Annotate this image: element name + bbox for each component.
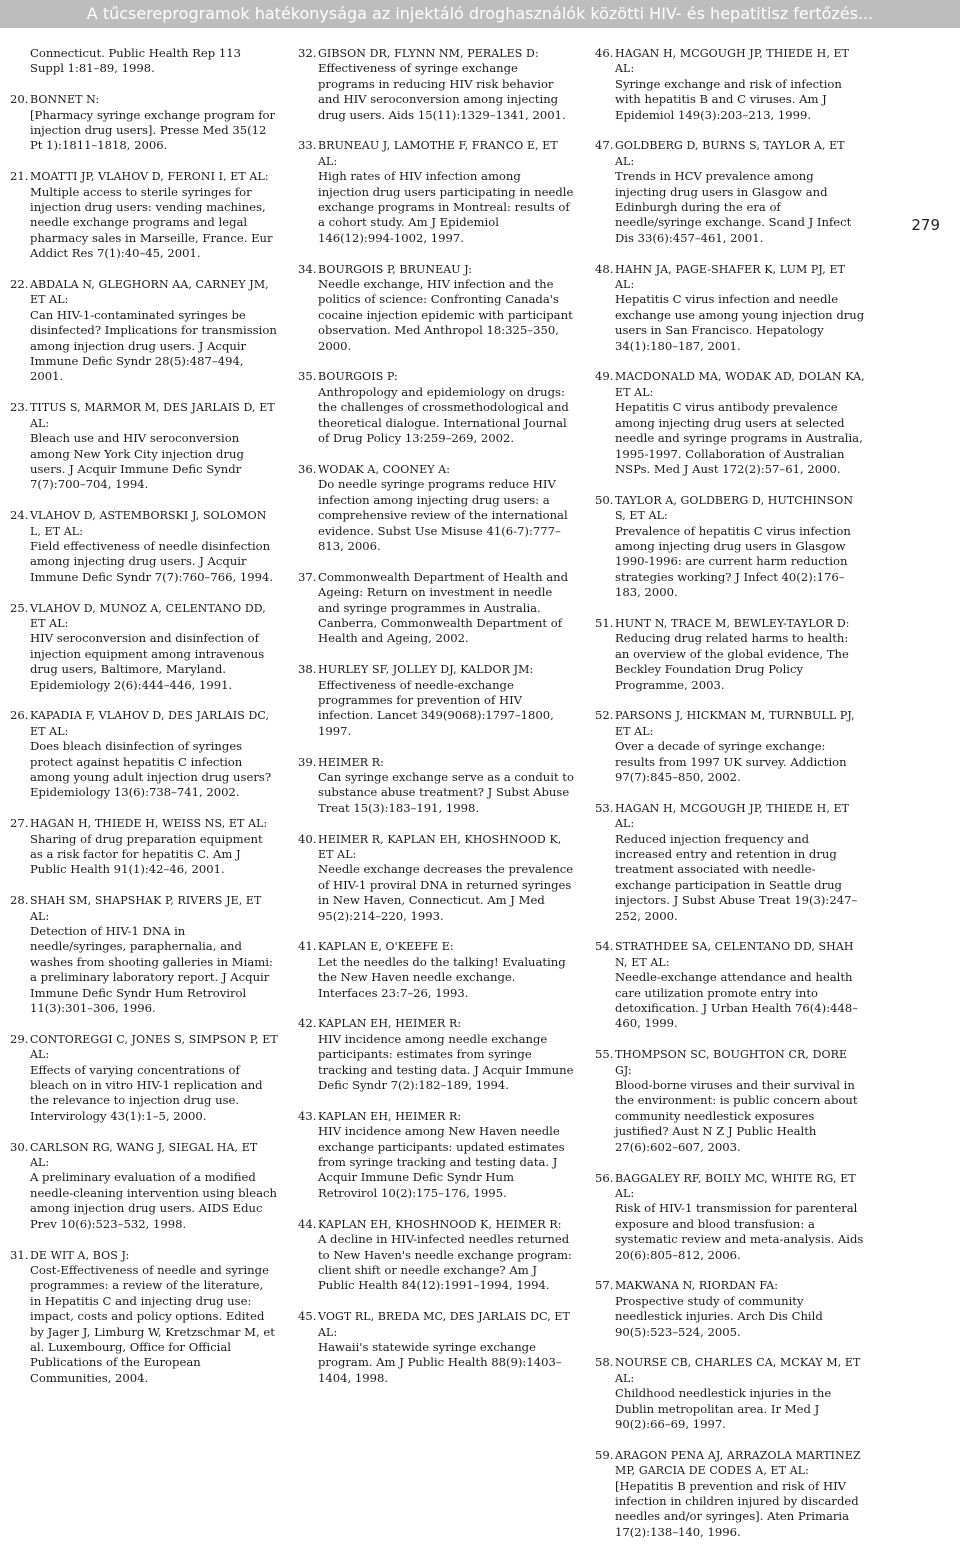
reference-text: Reducing drug related harms to health: an overview of the global evidence, The Beckley Foundation Drug Policy Programme, 2003. [615,631,849,692]
reference-item [595,939,865,1031]
running-header: A tűcsereprogramok hatékonysága az injektáló droghasználók közötti HIV- és hepatitisz fertőzés... [0,0,960,28]
reference-number: 46. [595,46,614,60]
reference-authors: MAKWANA N, RIORDAN FA: [615,1279,779,1293]
reference-authors: HEIMER R, KAPLAN EH, KHOSHNOOD K, ET AL: [318,832,562,861]
reference-authors: VOGT RL, BREDA MC, DES JARLAIS DC, ET AL: [318,1310,570,1339]
reference-number: 59. [595,1447,614,1462]
reference-number: 39. [298,754,317,769]
reference-number: 37. [298,569,317,584]
reference-number: 26. [10,708,29,723]
reference-number: 52. [595,708,614,723]
reference-number: 53. [595,800,614,815]
reference-authors: HUNT N, TRACE M, BEWLEY-TAYLOR D: [615,616,850,630]
reference-authors: THOMPSON SC, BOUGHTON CR, DORE GJ: [615,1048,848,1077]
reference-authors: WODAK A, COONEY A: [318,462,451,476]
reference-item [298,138,574,246]
reference-authors: TITUS S, MARMOR M, DES JARLAIS D, ET AL: [30,401,275,430]
page-number: 279 [911,216,940,234]
reference-item [10,601,278,693]
reference-authors: HEIMER R: [318,755,384,769]
reference-authors: BRUNEAU J, LAMOTHE F, FRANCO E, ET AL: [318,139,558,168]
reference-text: Field effectiveness of needle disinfection among injecting drug users. J Acquir Immune Defic Syndr 7(7):760–766, 1994. [30,538,274,584]
reference-number: 30. [10,1139,29,1154]
reference-item [298,755,574,817]
reference-number: 38. [298,662,317,677]
reference-item [10,893,278,1016]
reference-text: Effectiveness of syringe exchange programs in reducing HIV risk behavior and HIV seroconversion among injecting drug users. Aids 15(11):1329–1341, 2001. [318,61,566,122]
reference-number: 58. [595,1355,614,1370]
reference-authors: MACDONALD MA, WODAK AD, DOLAN KA, ET AL: [615,370,865,399]
reference-item [298,1217,574,1294]
reference-number: 35. [298,369,317,384]
reference-text: Blood-borne viruses and their survival in the environment: is public concern about community needlestick exposures justified? Aust N Z J Public Health 27(6):602–607, 2003. [615,1078,858,1154]
reference-number: 21. [10,169,29,184]
reference-item [298,1109,574,1201]
reference-text: HIV incidence among needle exchange participants: estimates from syringe tracking and testing data. J Acquir Immune Defic Syndr 7(2):182–189, 1994. [318,1031,574,1093]
reference-number: 33. [298,138,317,153]
reference-number: 44. [298,1216,317,1231]
reference-number: 40. [298,831,317,846]
reference-item [10,1032,278,1124]
reference-text: HIV seroconversion and disinfection of injection equipment among intravenous drug users, Baltimore, Maryland. Epidemiology 2(6):444–446, 1991. [30,631,265,692]
reference-authors: GIBSON DR, FLYNN NM, PERALES D: [318,47,539,60]
reference-text: Bleach use and HIV seroconversion among New York City injection drug users. J Acquir Immune Defic Syndr 7(7):700–704, 1994. [30,431,244,492]
reference-authors: BONNET N: [30,93,100,107]
reference-authors: HURLEY SF, JOLLEY DJ, KALDOR JM: [318,663,534,677]
reference-item [298,832,574,924]
reference-item [595,493,865,601]
reference-text: Sharing of drug preparation equipment as a risk factor for hepatitis C. Am J Public Health 91(1):42–46, 2001. [30,831,263,877]
reference-text: [Hepatitis B prevention and risk of HIV infection in children injured by discarded needles and/or syringes]. Aten Primaria 17(2):138–140, 1996. [615,1478,859,1539]
reference-item [298,462,574,554]
reference-text: Trends in HCV prevalence among injecting drug users in Glasgow and Edinburgh during the era of needle/syringe exchange. Scand J Infect Dis 33(6):457–461, 2001. [615,169,852,245]
reference-text: Needle-exchange attendance and health care utilization promote entry into detoxification. J Urban Health 76(4):448–460, 1999. [615,970,859,1031]
reference-text: Detection of HIV-1 DNA in needle/syringes, paraphernalia, and washes from shooting galleries in Miami: a preliminary laboratory report. J Acquir Immune Defic Syndr Hum Retrovirol 11(3):301–306, 1996. [30,924,273,1016]
reference-authors: STRATHDEE SA, CELENTANO DD, SHAH N, ET AL: [615,940,854,969]
reference-authors: GOLDBERG D, BURNS S, TAYLOR A, ET AL: [615,139,845,168]
reference-authors: VLAHOV D, ASTEMBORSKI J, SOLOMON L, ET AL: [30,509,267,538]
reference-text: Risk of HIV-1 transmission for parenteral exposure and blood transfusion: a systematic review and meta-analysis. Aids 20(6):805–812, 2006. [615,1201,864,1262]
reference-text: High rates of HIV infection among injection drug users participating in needle exchange programs in Montreal: results of a cohort study. Am J Epidemiol 146(12):994-1002, 1997. [318,169,574,245]
reference-authors: KAPLAN EH, KHOSHNOOD K, HEIMER R: [318,1217,562,1231]
reference-authors: ABDALA N, GLEGHORN AA, CARNEY JM, ET AL: [30,278,269,307]
reference-number: 36. [298,461,317,476]
reference-text: A decline in HIV-infected needles returned to New Haven's needle exchange program: client shift or needle exchange? Am J Public Health 84(12):1991–1994, 1994. [318,1232,572,1293]
reference-authors: PARSONS J, HICKMAN M, TURNBULL PJ, ET AL: [615,709,855,738]
reference-item [298,1016,574,1093]
reference-authors: HAHN JA, PAGE-SHAFER K, LUM PJ, ET AL: [615,262,846,292]
reference-item [595,262,865,354]
reference-authors: HAGAN H, MCGOUGH JP, THIEDE H, ET AL: [615,47,850,76]
reference-authors: NOURSE CB, CHARLES CA, MCKAY M, ET AL: [615,1356,861,1385]
reference-number: 43. [298,1108,317,1123]
reference-authors: BAGGALEY RF, BOILY MC, WHITE RG, ET AL: [615,1171,856,1200]
reference-number: 24. [10,508,29,523]
reference-item [595,1355,865,1432]
reference-text: Childhood needlestick injuries in the Dublin metropolitan area. Ir Med J 90(2):66–69, 1997. [615,1386,832,1431]
reference-text: [Pharmacy syringe exchange program for injection drug users]. Presse Med 35(12 Pt 1):1811–1818, 2006. [30,107,276,153]
reference-number: 28. [10,893,29,908]
reference-text: Commonwealth Department of Health and Ageing: Return on investment in needle and syringe programmes in Australia. Canberra, Commonwealth Department of Health and Ageing, 2002. [318,569,569,646]
reference-item [10,1140,278,1232]
reference-number: 41. [298,939,317,954]
reference-number: 49. [595,369,614,384]
reference-item [298,570,574,647]
reference-text: Hepatitis C virus antibody prevalence among injecting drug users at selected needle and syringe programs in Australia, 1995-1997. Collaboration of Australian NSPs. Med J Aust 172(2):57–61, 2000. [615,400,863,476]
reference-authors: KAPLAN EH, HEIMER R: [318,1109,462,1123]
reference-number: 42. [298,1016,317,1031]
reference-authors: ARAGON PENA AJ, ARRAZOLA MARTINEZ MP, GARCIA DE CODES A, ET AL: [615,1448,861,1478]
reference-number: 51. [595,615,614,630]
reference-authors: BOURGOIS P, BRUNEAU J: [318,262,473,276]
reference-item [595,1448,865,1540]
reference-number: 23. [10,400,29,415]
reference-item [10,277,278,385]
reference-text: Reduced injection frequency and increased entry and retention in drug treatment associated with needle-exchange participation in Seattle drug injectors. J Subst Abuse Treat 19(3):247–252, 2000. [615,831,858,923]
reference-number: 47. [595,138,614,153]
reference-text: Does bleach disinfection of syringes protect against hepatitis C infection among young adult injection drug users? Epidemiology 13(6):738–741, 2002. [30,739,272,800]
reference-item [298,1309,574,1386]
reference-item [10,708,278,800]
reference-number: 57. [595,1278,614,1293]
reference-text: Prospective study of community needlestick injuries. Arch Dis Child 90(5):523–524, 2005. [615,1293,823,1339]
reference-authors: SHAH SM, SHAPSHAK P, RIVERS JE, ET AL: [30,894,262,923]
reference-text: Anthropology and epidemiology on drugs: the challenges of crossmethodological and theoretical dialogue. International Journal of Drug Policy 13:259–269, 2002. [318,384,569,446]
reference-text: HIV incidence among New Haven needle exchange participants: updated estimates from syringe tracking and testing data. J Acquir Immune Defic Syndr Hum Retrovirol 10(2):175–176, 1995. [318,1124,565,1200]
reference-number: 56. [595,1170,614,1185]
reference-authors: DE WIT A, BOS J: [30,1248,130,1262]
reference-authors: TAYLOR A, GOLDBERG D, HUTCHINSON S, ET AL: [615,493,854,523]
reference-item [298,262,574,354]
reference-number: 50. [595,492,614,507]
reference-item [595,138,865,246]
reference-item [595,369,865,477]
reference-text: A preliminary evaluation of a modified needle-cleaning intervention using bleach among injection drug users. AIDS Educ Prev 10(6):523–532, 1998. [30,1170,277,1231]
reference-text: Syringe exchange and risk of infection with hepatitis B and C viruses. Am J Epidemiol 149(3):203–213, 1999. [615,76,842,122]
reference-column-2 [298,46,574,1402]
reference-text: Hawaii's statewide syringe exchange program. Am J Public Health 88(9):1403–1404, 1998. [318,1339,562,1385]
reference-text: Effects of varying concentrations of bleach on in vitro HIV-1 replication and the relevance to injection drug use. Intervirology 43(1):1–5, 2000. [30,1062,263,1123]
reference-authors: VLAHOV D, MUNOZ A, CELENTANO DD, ET AL: [30,601,266,630]
reference-text: Cost-Effectiveness of needle and syringe programmes: a review of the literature, in Hepatitis C and injecting drug use: impact, costs and policy options. Edited by Jager J, Limburg W, Kretzschmar M, et al. Luxembourg, Office for Official Publications of the European Communities, 2004. [30,1262,275,1385]
reference-number: 31. [10,1247,29,1262]
reference-item [10,508,278,585]
reference-text: Can HIV-1-contaminated syringes be disinfected? Implications for transmission among injection drug users. J Acquir Immune Defic Syndr 28(5):487–494, 2001. [30,307,277,384]
reference-authors: CONTOREGGI C, JONES S, SIMPSON P, ET AL: [30,1032,278,1062]
reference-number: 34. [298,261,317,276]
reference-column-1 [10,46,278,1402]
reference-number: 25. [10,600,29,615]
reference-item [595,708,865,785]
reference-text: Needle exchange, HIV infection and the politics of science: Confronting Canada's cocaine injection epidemic with participant observation. Med Anthropol 18:325–350, 2000. [318,277,573,353]
reference-item [10,816,278,878]
reference-number: 54. [595,939,614,954]
reference-number: 20. [10,92,29,107]
reference-item [10,92,278,154]
reference-item [298,939,574,1001]
reference-number: 32. [298,46,317,60]
reference-column-3 [595,46,865,1556]
reference-item [595,616,865,693]
reference-text: Let the needles do the talking! Evaluating the New Haven needle exchange. Interfaces 23:7–26, 1993. [318,954,566,1000]
reference-text: Do needle syringe programs reduce HIV infection among injecting drug users: a comprehensive review of the international evidence. Subst Use Misuse 41(6-7):777–813, 2006. [318,477,568,553]
reference-continuation: Connecticut. Public Health Rep 113 Suppl 1:81–89, 1998. [30,46,242,76]
reference-item [298,46,574,123]
reference-item [298,662,574,739]
reference-item [298,369,574,446]
reference-number: 22. [10,277,29,292]
reference-number: 55. [595,1047,614,1062]
reference-authors: KAPADIA F, VLAHOV D, DES JARLAIS DC, ET AL: [30,709,270,738]
reference-text: Hepatitis C virus infection and needle exchange use among young injection drug users in San Francisco. Hepatology 34(1):180–187, 2001. [615,292,865,353]
reference-number: 27. [10,816,29,831]
reference-item [595,801,865,924]
reference-authors: KAPLAN EH, HEIMER R: [318,1017,462,1031]
reference-item [10,169,278,261]
reference-authors: CARLSON RG, WANG J, SIEGAL HA, ET AL: [30,1140,258,1170]
reference-number: 45. [298,1309,317,1324]
reference-number: 48. [595,261,614,276]
reference-authors: HAGAN H, MCGOUGH JP, THIEDE H, ET AL: [615,801,850,831]
reference-item [595,46,865,123]
reference-item [10,1248,278,1387]
reference-item [595,1278,865,1340]
reference-authors: MOATTI JP, VLAHOV D, FERONI I, ET AL: [30,170,269,184]
reference-text: Prevalence of hepatitis C virus infection among injecting drug users in Glasgow 1990-1996: are current harm reduction strategies working? J Infect 40(2):176–183, 2000. [615,523,851,600]
reference-authors: KAPLAN E, O'KEEFE E: [318,940,454,954]
reference-item [595,1047,865,1155]
reference-text: Needle exchange decreases the prevalence of HIV-1 proviral DNA in returned syringes in New Haven, Connecticut. Am J Med 95(2):214–220, 1993. [318,862,574,923]
reference-item [10,400,278,492]
reference-text: Can syringe exchange serve as a conduit to substance abuse treatment? J Subst Abuse Treat 15(3):183–191, 1998. [318,769,574,815]
reference-authors: BOURGOIS P: [318,370,398,384]
reference-text: Over a decade of syringe exchange: results from 1997 UK survey. Addiction 97(7):845–850, 2002. [615,739,847,784]
reference-text: Multiple access to sterile syringes for injection drug users: vending machines, needle exchange programs and legal pharmacy sales in Marseille, France. Eur Addict Res 7(1):40–45, 2001. [30,184,273,261]
reference-text: Effectiveness of needle-exchange programmes for prevention of HIV infection. Lancet 349(9068):1797–1800, 1997. [318,677,554,738]
reference-number: 29. [10,1031,29,1046]
reference-authors: HAGAN H, THIEDE H, WEISS NS, ET AL: [30,817,268,831]
reference-item [595,1171,865,1263]
